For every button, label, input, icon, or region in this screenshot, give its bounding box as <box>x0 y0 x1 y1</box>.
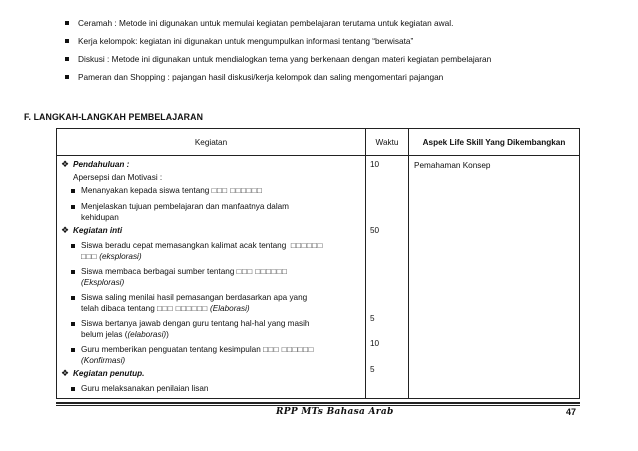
penutup-heading: Kegiatan penutup. <box>73 369 145 378</box>
diamond-bullet-icon: ❖ <box>61 225 70 235</box>
square-bullet-icon <box>65 39 69 43</box>
learning-steps-table <box>56 128 580 399</box>
square-bullet-icon <box>65 75 69 79</box>
list-item: Siswa beradu cepat memasangkan kalimat acak tentang □□□□□□ <box>81 241 323 250</box>
bullet-text: Ceramah : Metode ini digunakan untuk memulai kegiatan pembelajaran terutama untuk kegiatan awal. <box>78 18 454 28</box>
footer-divider <box>56 402 580 404</box>
table-row <box>57 156 580 399</box>
footer-divider <box>56 405 580 406</box>
list-item-continuation: □□□ (eksplorasi) <box>81 252 142 261</box>
footer-title: RPP MTs Bahasa Arab <box>276 407 394 417</box>
list-item <box>60 50 491 68</box>
section-heading: F. LANGKAH-LANGKAH PEMBELAJARAN <box>24 112 204 122</box>
table-header-row <box>57 129 580 156</box>
header-aspek: Aspek Life Skill Yang Dikembangkan <box>409 129 580 156</box>
aspek-cell: Pemahaman Konsep <box>409 156 580 399</box>
square-bullet-icon <box>65 57 69 61</box>
list-item: Guru melaksanakan penilaian lisan <box>81 384 209 393</box>
waktu-value: 5 <box>370 365 375 374</box>
list-item-continuation: belum jelas ((elaborasi)) <box>81 330 169 339</box>
list-item: Guru memberikan penguatan tentang kesimpulan □□□ □□□□□□ <box>81 345 314 354</box>
list-item-continuation: (Konfirmasi) <box>81 356 126 365</box>
header-kegiatan: Kegiatan <box>57 129 366 156</box>
list-item-continuation: telah dibaca tentang □□□ □□□□□□ (Elaborasi) <box>81 304 250 313</box>
bullet-text: Diskusi : Metode ini digunakan untuk mendialogkan tema yang berkenaan dengan materi kegiatan pembelajaran <box>78 54 492 64</box>
list-item: Menjelaskan tujuan pembelajaran dan manfaatnya dalam <box>81 202 290 211</box>
apersepsi-text: Apersepsi dan Motivasi : <box>73 173 163 182</box>
square-bullet-icon <box>71 244 75 248</box>
list-item <box>60 68 491 86</box>
square-bullet-icon <box>71 296 75 300</box>
list-item-continuation: (Eksplorasi) <box>81 278 125 287</box>
square-bullet-icon <box>71 205 75 209</box>
list-item <box>60 32 491 50</box>
bullet-text: Kerja kelompok: kegiatan ini digunakan untuk mengumpulkan informasi tentang “berwisata” <box>78 36 414 46</box>
waktu-value: 10 <box>370 339 380 348</box>
list-item: Siswa membaca berbagai sumber tentang □□□ □□□□□□ <box>81 267 288 276</box>
diamond-bullet-icon: ❖ <box>61 368 70 378</box>
waktu-value: 50 <box>370 226 380 235</box>
kegiatan-cell <box>57 156 366 399</box>
square-bullet-icon <box>65 21 69 25</box>
square-bullet-icon <box>71 189 75 193</box>
method-list <box>60 14 491 86</box>
list-item <box>60 14 491 32</box>
waktu-value: 5 <box>370 314 375 323</box>
square-bullet-icon <box>71 322 75 326</box>
list-item: Siswa saling menilai hasil pemasangan berdasarkan apa yang <box>81 293 308 302</box>
diamond-bullet-icon: ❖ <box>61 159 70 169</box>
header-waktu: Waktu <box>366 129 409 156</box>
square-bullet-icon <box>71 348 75 352</box>
pendahuluan-heading: Pendahuluan : <box>73 160 130 169</box>
inti-heading: Kegiatan inti <box>73 226 123 235</box>
bullet-text: Pameran dan Shopping : pajangan hasil diskusi/kerja kelompok dan saling mengomentari pajangan <box>78 72 444 82</box>
list-item: Siswa bertanya jawab dengan guru tentang hal-hal yang masih <box>81 319 310 328</box>
list-item: Menanyakan kepada siswa tentang □□□ □□□□□□ <box>81 186 263 195</box>
waktu-cell <box>366 156 409 399</box>
list-item-continuation: kehidupan <box>81 213 119 222</box>
waktu-value: 10 <box>370 160 380 169</box>
page-number: 47 <box>566 407 577 417</box>
square-bullet-icon <box>71 387 75 391</box>
square-bullet-icon <box>71 270 75 274</box>
